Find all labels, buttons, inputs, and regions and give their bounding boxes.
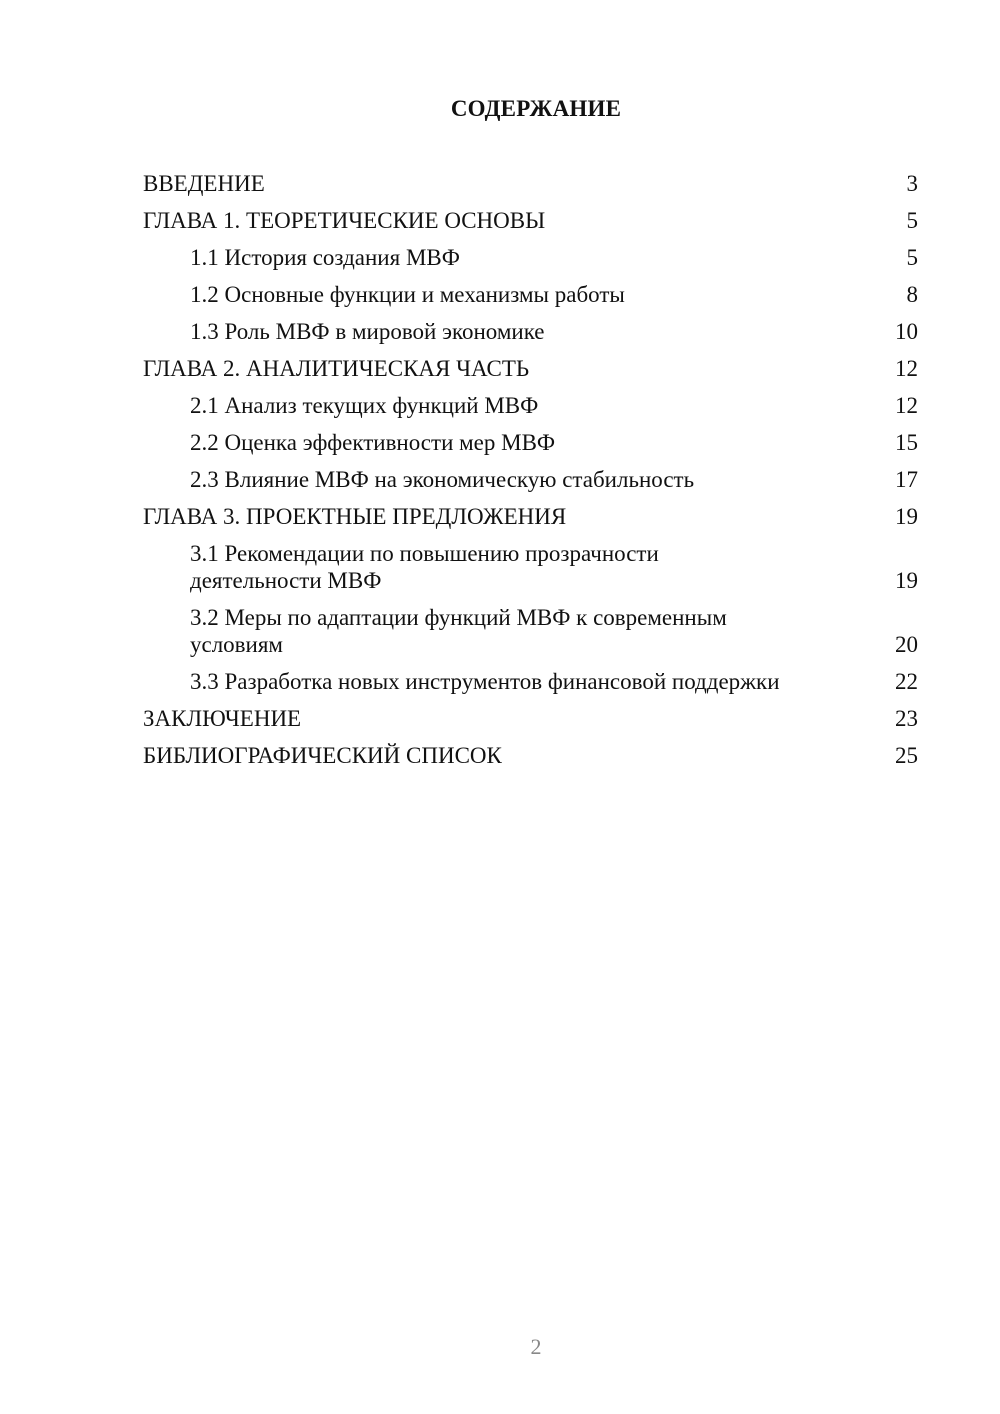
toc-entry-title: 1.3 Роль МВФ в мировой экономике xyxy=(190,319,545,344)
toc-entry[interactable] xyxy=(143,705,918,732)
toc-entry[interactable] xyxy=(143,429,918,456)
page-number: 2 xyxy=(530,1334,542,1359)
toc-entry-title: ЗАКЛЮЧЕНИЕ xyxy=(143,706,302,731)
toc-entry-title: ГЛАВА 2. АНАЛИТИЧЕСКАЯ ЧАСТЬ xyxy=(143,356,530,381)
toc-entry-title: ГЛАВА 3. ПРОЕКТНЫЕ ПРЕДЛОЖЕНИЯ xyxy=(143,504,567,529)
toc-entry-page: 23 xyxy=(895,706,918,731)
toc-entry-page: 19 xyxy=(895,568,918,593)
toc-entry[interactable] xyxy=(143,503,918,530)
toc-entry-title: 2.3 Влияние МВФ на экономическую стабильность xyxy=(190,467,695,492)
toc-entry[interactable] xyxy=(143,170,918,197)
toc-entry-title: 2.1 Анализ текущих функций МВФ xyxy=(190,393,539,418)
toc-entry[interactable] xyxy=(143,207,918,234)
toc-entry[interactable] xyxy=(143,281,918,308)
toc-entry[interactable] xyxy=(143,318,918,345)
toc-entry-page: 25 xyxy=(895,743,918,768)
page-title: СОДЕРЖАНИЕ xyxy=(450,96,622,121)
toc-entry-page: 5 xyxy=(906,245,918,270)
table-of-contents xyxy=(143,170,918,779)
toc-entry[interactable] xyxy=(143,466,918,493)
toc-entry-title: 3.3 Разработка новых инструментов финансовой поддержки xyxy=(190,669,780,694)
toc-entry[interactable] xyxy=(143,392,918,419)
toc-entry-page: 15 xyxy=(895,430,918,455)
toc-entry-title: 3.2 Меры по адаптации функций МВФ к современным условиям xyxy=(190,605,727,657)
toc-entry-page: 3 xyxy=(906,171,918,196)
toc-entry-page: 20 xyxy=(895,632,918,657)
toc-entry-title: 3.1 Рекомендации по повышению прозрачности деятельности МВФ xyxy=(190,541,659,593)
toc-entry-page: 12 xyxy=(895,393,918,418)
toc-entry-title: 1.1 История создания МВФ xyxy=(190,245,460,270)
toc-entry[interactable] xyxy=(143,355,918,382)
toc-entry-title: БИБЛИОГРАФИЧЕСКИЙ СПИСОК xyxy=(143,743,502,768)
toc-entry-title: 1.2 Основные функции и механизмы работы xyxy=(190,282,625,307)
toc-entry[interactable] xyxy=(143,244,918,271)
toc-entry-title: ВВЕДЕНИЕ xyxy=(143,171,265,196)
toc-entry-page: 12 xyxy=(895,356,918,381)
toc-entry[interactable] xyxy=(143,604,918,658)
toc-entry[interactable] xyxy=(143,540,918,594)
toc-entry-title: 2.2 Оценка эффективности мер МВФ xyxy=(190,430,556,455)
toc-entry[interactable] xyxy=(143,668,918,695)
toc-entry-page: 17 xyxy=(895,467,918,492)
toc-entry-page: 19 xyxy=(895,504,918,529)
toc-entry-title: ГЛАВА 1. ТЕОРЕТИЧЕСКИЕ ОСНОВЫ xyxy=(143,208,546,233)
toc-entry-page: 5 xyxy=(906,208,918,233)
toc-entry-page: 10 xyxy=(895,319,918,344)
toc-entry-page: 22 xyxy=(895,669,918,694)
toc-entry-page: 8 xyxy=(906,282,918,307)
toc-entry[interactable] xyxy=(143,742,918,769)
